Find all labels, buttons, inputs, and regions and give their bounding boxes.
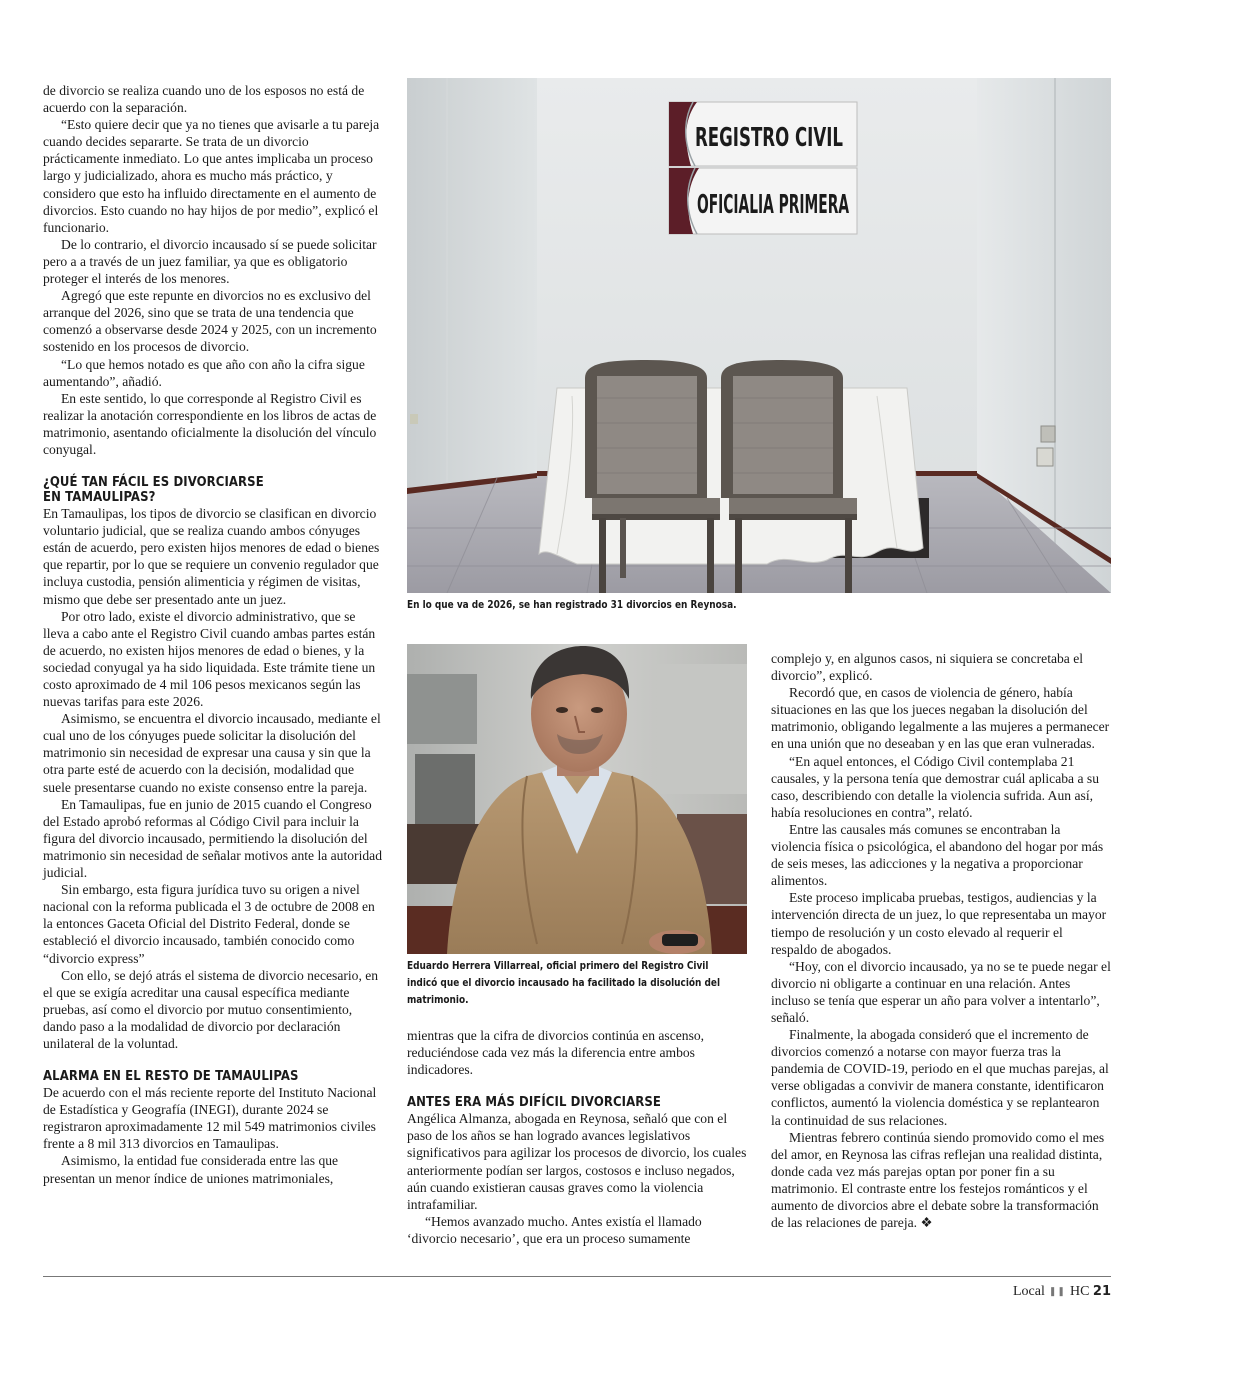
paragraph: De lo contrario, el divorcio incausado sí se puede solicitar pero a a través de un juez familiar, ya que es obligatorio proteger el interés de los menores. <box>43 236 377 287</box>
registro-civil-photo <box>407 78 1111 593</box>
paragraph: En Tamaulipas, los tipos de divorcio se clasifican en divorcio voluntario judicial, que se realiza cuando ambos cónyuges están de acuerdo, pero existen hijos menores de edad o bienes que repartir, por lo que se requiere un convenio regulador que incluya custodia, pensión alimenticia y régimen de visitas, mismo que debe ser presentado ante un juez. <box>43 506 380 607</box>
subheading: ANTES ERA MÁS DIFÍCIL DIVORCIARSE <box>407 1095 661 1111</box>
page-number: 21 <box>1092 1284 1111 1299</box>
paragraph: Por otro lado, existe el divorcio administrativo, que se lleva a cabo ante el Registro Civil cuando ambas partes están de acuerdo, no existen hijos menores de edad o bienes, y la sociedad conyugal ya ha sido liquidada. Este trámite tiene un costo aproximado de 4 mil 106 pesos mexicanos según las nuevas tarifas para este 2026. <box>43 608 376 710</box>
page-footer <box>1013 1284 1111 1300</box>
paragraph: Asimismo, se encuentra el divorcio incausado, mediante el cual uno de los cónyuges puede solicitar la disolución del matrimonio sin necesidad de expresar una causa y sin que la otra parte esté de acuerdo con la decisión, modalidad que suele presentarse cuando no existe consenso entre la pareja. <box>43 711 381 795</box>
paragraph: En Tamaulipas, fue en junio de 2015 cuando el Congreso del Estado aprobó reformas al Código Civil para incluir la figura del divorcio incausado, permitiendo la disolución del matrimonio sin necesidad de señalar motivos ante la autoridad judicial. <box>43 796 382 881</box>
paragraph: Este proceso implicaba pruebas, testigos, audiencias y la intervención directa de un juez, lo que representaba un mayor tiempo de resolución y un costo elevado al requerir el respaldo de abogados. <box>771 890 1107 957</box>
sign-line-2: OFICIALIA PRIMERA <box>697 190 849 220</box>
subheading-line: ¿QUÉ TAN FÁCIL ES DIVORCIARSE <box>43 475 264 491</box>
official-portrait-illustration <box>407 644 747 954</box>
photo-caption: En lo que va de 2026, se han registrado 31 divorcios en Reynosa. <box>407 599 737 611</box>
registro-civil-sign <box>669 102 857 234</box>
photo-caption: Eduardo Herrera Villarreal, oficial primero del Registro Civil indicó que el divorcio incausado ha facilitado la disolución del matrimonio. <box>407 960 721 1006</box>
paragraph: Angélica Almanza, abogada en Reynosa, señaló que con el paso de los años se han logrado avances legislativos significativos para agilizar los procesos de divorcio, los cuales anteriormente podían ser largos, costosos e incluso negados, aún cuando existieran causas graves como la violencia intrafamiliar. <box>407 1111 747 1212</box>
article-column-1 <box>43 82 383 1187</box>
footer-rule <box>43 1276 1111 1277</box>
paragraph: “Hoy, con el divorcio incausado, ya no se te puede negar el divorcio ni obligarte a continuar en una relación. Antes incluso se tenía que esperar un año para volver a intentarlo”, señaló. <box>771 958 1111 1025</box>
paragraph: mientras que la cifra de divorcios continúa en ascenso, reduciéndose cada vez más la diferencia entre ambos indicadores. <box>407 1028 705 1078</box>
section-name: Local <box>1012 1284 1045 1299</box>
registro-civil-photo-illustration <box>407 78 1111 593</box>
paragraph: complejo y, en algunos casos, ni siquiera se concretaba el divorcio”, explicó. <box>771 651 1084 684</box>
paragraph: Asimismo, la entidad fue considerada entre las que presentan un menor índice de uniones matrimoniales, <box>43 1153 339 1186</box>
publication-name: HC <box>1069 1284 1090 1299</box>
paragraph: “En aquel entonces, el Código Civil contemplaba 21 causales, y la persona tenía que demostrar cuál aplicaba a su caso, describiendo con detalle la violencia sufrida. Aun así, había resoluciones en contra”, relató. <box>771 753 1099 820</box>
subheading: ALARMA EN EL RESTO DE TAMAULIPAS <box>43 1069 299 1085</box>
paragraph: “Lo que hemos notado es que año con año la cifra sigue aumentando”, añadió. <box>43 356 365 389</box>
paragraph: “Esto quiere decir que ya no tienes que avisarle a tu pareja cuando decides separarte. Se trata de un divorcio prácticamente inmediato. Lo que antes implicaba un proceso largo y judicializado, ahora es mucho más práctico, y considero que esto ha influido directamente en el aumento de divorcios. Esto cuando no hay hijos de por medio”, explicó el funcionario. <box>43 117 380 235</box>
article-column-2 <box>407 1027 747 1247</box>
paragraph: En este sentido, lo que corresponde al Registro Civil es realizar la anotación correspondiente en los libros de actas de matrimonio, asentando oficialmente la disolución del vínculo conyugal. <box>43 390 377 457</box>
paragraph: “Hemos avanzado mucho. Antes existía el llamado ‘divorcio necesario’, que era un proceso sumamente <box>407 1213 702 1246</box>
subheading <box>43 475 383 505</box>
separator-icon: ❚❚ <box>1048 1286 1066 1296</box>
article-column-3 <box>771 650 1111 1231</box>
subheading-line: EN TAMAULIPAS? <box>43 490 156 506</box>
paragraph: Recordó que, en casos de violencia de género, había situaciones en las que los jueces negaban la disolución del matrimonio, obligando legalmente a las mujeres a permanecer en una unión que no deseaban y en las que eran vulneradas. <box>771 685 1110 752</box>
paragraph: Sin embargo, esta figura jurídica tuvo su origen a nivel nacional con la reforma publicada el 3 de octubre de 2008 en la entonces Gaceta Oficial del Distrito Federal, donde se estableció el divorcio incausado, también conocido como “divorcio express” <box>43 882 375 966</box>
paragraph: Con ello, se dejó atrás el sistema de divorcio necesario, en el que se exigía acreditar una causal específica mediante pruebas, así como el divorcio por mutuo consentimiento, dando paso a la modalidad de divorcio por declaración unilateral de la voluntad. <box>43 967 379 1051</box>
paragraph: Finalmente, la abogada consideró que el incremento de divorcios comenzó a notarse con mayor fuerza tras la pandemia de COVID-19, periodo en el que muchas parejas, al verse obligadas a convivir de manera constante, identificaron conflictos, aumentó la violencia doméstica y se replantearon la continuidad de sus relaciones. <box>771 1027 1109 1128</box>
official-portrait-photo <box>407 644 747 954</box>
paragraph: De acuerdo con el más reciente reporte del Instituto Nacional de Estadística y Geografía (INEGI), durante 2024 se registraron aproximadamente 12 mil 549 matrimonios civiles frente a 8 mil 313 divorcios en Tamaulipas. <box>43 1085 377 1152</box>
paragraph: de divorcio se realiza cuando uno de los esposos no está de acuerdo con la separación. <box>43 83 365 116</box>
paragraph: Agregó que este repunte en divorcios no es exclusivo del arranque del 2026, sino que se trata de una tendencia que comenzó a observarse desde 2024 y 2025, con un incremento sostenido en los procesos de divorcio. <box>43 288 377 355</box>
paragraph: Mientras febrero continúa siendo promovido como el mes del amor, en Reynosa las cifras reflejan una realidad distinta, donde cada vez más parejas optan por poner fin a su matrimonio. El contraste entre los festejos románticos y el aumento de divorcios abre el debate sobre la transformación de las relaciones de pareja. ❖ <box>771 1129 1105 1231</box>
paragraph: Entre las causales más comunes se encontraban la violencia física o psicológica, el abandono del hogar por más de seis meses, las adicciones y la negativa a proporcionar alimentos. <box>771 821 1104 889</box>
sign-line-1: REGISTRO CIVIL <box>695 123 843 153</box>
